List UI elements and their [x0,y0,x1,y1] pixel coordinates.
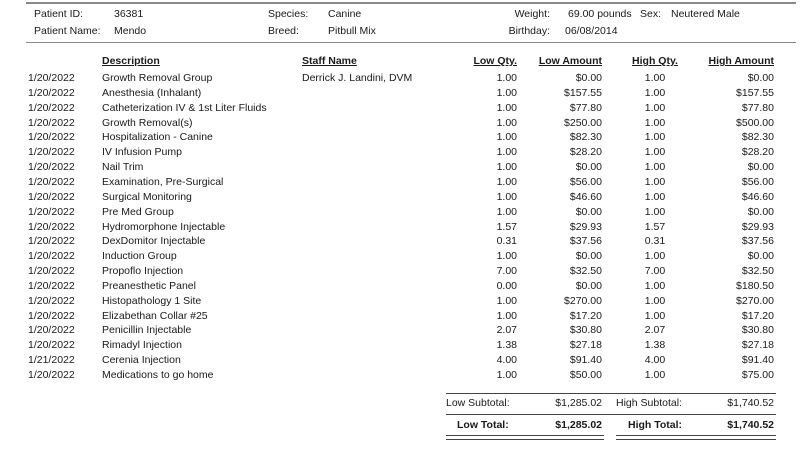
row-high-amount: $0.00 [747,161,774,174]
row-description: Nail Trim [102,161,144,174]
row-high-qty: 4.00 [644,354,666,367]
row-description: Penicillin Injectable [102,324,192,337]
row-date: 1/20/2022 [28,250,75,263]
row-date: 1/20/2022 [28,131,75,144]
table-row [0,295,810,310]
row-low-qty: 1.00 [496,101,517,114]
row-high-qty: 1.00 [644,131,666,144]
row-date: 1/20/2022 [28,72,75,84]
row-high-amount: $37.56 [741,235,774,248]
table-row [0,161,810,176]
row-high-qty: 1.00 [644,101,666,114]
row-low-amount: $29.93 [569,220,602,233]
row-description: Elizabethan Collar #25 [102,309,208,322]
row-date: 1/20/2022 [28,265,75,278]
row-description: Medications to go home [102,369,214,381]
row-high-amount: $29.93 [741,220,774,233]
row-low-amount: $77.80 [569,101,602,114]
row-description: Rimadyl Injection [102,339,182,352]
row-high-qty: 1.00 [644,279,666,292]
row-date: 1/20/2022 [28,86,75,99]
row-description: Catheterization IV & 1st Liter Fluids [102,101,267,114]
row-low-qty: 1.00 [496,86,517,99]
row-high-qty: 2.07 [644,324,666,337]
row-description: Hydromorphone Injectable [102,220,226,233]
row-high-amount: $0.00 [747,250,774,263]
row-high-qty: 1.57 [644,220,666,233]
row-staff-name: Derrick J. Landini, DVM [302,72,413,84]
low-subtotal-value: $1,285.02 [555,397,602,409]
row-description: Induction Group [102,250,177,263]
table-row [0,369,810,384]
table-row [0,310,810,325]
sex-value: Neutered Male [671,8,740,20]
row-date: 1/20/2022 [28,339,75,352]
row-low-qty: 4.00 [496,354,517,367]
row-low-amount: $17.20 [569,309,602,322]
row-low-amount: $46.60 [569,190,602,203]
row-date: 1/20/2022 [28,146,75,159]
row-low-amount: $157.55 [564,86,602,99]
row-low-amount: $30.80 [569,324,602,337]
row-low-amount: $0.00 [575,161,602,174]
row-description: Anesthesia (Inhalant) [102,86,202,99]
row-description: IV Infusion Pump [102,146,182,159]
row-high-amount: $180.50 [736,279,774,292]
row-high-qty: 1.00 [644,175,666,188]
row-low-qty: 0.31 [496,235,517,248]
row-low-qty: 1.00 [496,72,517,84]
patient-name-value: Mendo [114,25,147,37]
row-low-qty: 1.00 [496,116,517,129]
row-low-qty: 2.07 [496,324,517,337]
row-high-amount: $32.50 [741,265,774,278]
row-description: Propoflo Injection [102,265,184,278]
row-high-qty: 1.00 [644,309,666,322]
row-high-amount: $17.20 [741,309,774,322]
row-description: Examination, Pre-Surgical [102,175,224,188]
row-high-qty: 1.00 [644,86,666,99]
row-high-qty: 1.00 [644,190,666,203]
row-description: Cerenia Injection [102,354,181,367]
row-date: 1/20/2022 [28,309,75,322]
row-low-amount: $250.00 [564,116,602,129]
row-description: Growth Removal(s) [102,116,193,129]
row-low-amount: $0.00 [575,205,602,218]
col-header-high-amount: High Amount [708,55,774,67]
table-row [0,221,810,236]
col-header-low-qty: Low Qty. [473,55,517,67]
row-high-amount: $82.30 [741,131,774,144]
row-low-amount: $270.00 [564,294,602,307]
row-low-qty: 0.00 [496,279,517,292]
sex-label: Sex: [640,8,662,20]
row-date: 1/20/2022 [28,294,75,307]
row-date: 1/20/2022 [28,101,75,114]
row-description: Growth Removal Group [102,72,213,84]
row-high-amount: $28.20 [741,146,774,159]
row-low-amount: $0.00 [575,279,602,292]
weight-label: Weight: [514,8,550,20]
row-date: 1/20/2022 [28,190,75,203]
row-low-qty: 1.00 [496,146,517,159]
table-row [0,324,810,339]
row-description: Hospitalization - Canine [102,131,213,144]
col-header-staff-name: Staff Name [302,55,357,67]
table-row [0,354,810,369]
table-row [0,250,810,265]
row-description: Pre Med Group [102,205,174,218]
patient-id-value: 36381 [114,8,144,20]
row-high-qty: 1.00 [644,250,666,263]
row-high-amount: $46.60 [741,190,774,203]
row-high-amount: $0.00 [747,72,774,84]
row-low-qty: 1.00 [496,369,517,381]
table-row [0,176,810,191]
row-high-amount: $500.00 [736,116,774,129]
low-total-double-rule [446,435,604,440]
table-row [0,339,810,354]
species-label: Species: [268,8,309,20]
row-low-qty: 1.00 [496,309,517,322]
row-high-qty: 7.00 [644,265,666,278]
row-high-qty: 1.00 [644,146,666,159]
row-low-qty: 1.00 [496,161,517,174]
high-total-value: $1,740.52 [727,419,774,431]
table-row [0,206,810,221]
low-subtotal-label: Low Subtotal: [446,397,510,409]
weight-value: 69.00 pounds [568,8,632,20]
col-header-low-amount: Low Amount [538,55,602,67]
row-date: 1/20/2022 [28,220,75,233]
patient-id-label: Patient ID: [34,8,84,20]
row-description: Surgical Monitoring [102,190,192,203]
row-high-qty: 1.00 [644,116,666,129]
row-date: 1/20/2022 [28,235,75,248]
row-high-amount: $56.00 [741,175,774,188]
row-high-qty: 1.00 [644,205,666,218]
row-high-amount: $75.00 [741,369,774,381]
row-low-amount: $0.00 [575,250,602,263]
row-low-qty: 1.00 [496,175,517,188]
row-date: 1/20/2022 [28,369,75,381]
row-low-qty: 7.00 [496,265,517,278]
row-low-qty: 1.00 [496,294,517,307]
high-subtotal-value: $1,740.52 [727,397,774,409]
table-row [0,117,810,132]
row-high-amount: $91.40 [741,354,774,367]
row-low-amount: $82.30 [569,131,602,144]
subtotal-rule [446,393,776,394]
table-row [0,87,810,102]
row-low-amount: $28.20 [569,146,602,159]
low-total-value: $1,285.02 [555,419,602,431]
row-low-amount: $27.18 [569,339,602,352]
table-row [0,235,810,250]
low-total-label: Low Total: [457,419,509,431]
high-total-label: High Total: [628,419,683,431]
breed-value: Pitbull Mix [328,25,376,37]
row-low-amount: $0.00 [575,72,602,84]
row-date: 1/20/2022 [28,205,75,218]
row-description: Histopathology 1 Site [102,294,202,307]
birthday-value: 06/08/2014 [565,25,618,37]
row-description: Preanesthetic Panel [102,279,196,292]
row-low-amount: $37.56 [569,235,602,248]
table-row [0,72,810,87]
table-row [0,146,810,161]
table-row [0,191,810,206]
row-low-amount: $91.40 [569,354,602,367]
patient-name-label: Patient Name: [34,25,101,37]
row-high-qty: 1.00 [644,72,666,84]
row-low-qty: 1.00 [496,190,517,203]
table-row [0,102,810,117]
row-high-qty: 1.38 [644,339,666,352]
species-value: Canine [328,8,362,20]
row-low-amount: $50.00 [569,369,602,381]
row-low-amount: $32.50 [569,265,602,278]
row-high-amount: $77.80 [741,101,774,114]
high-total-double-rule [616,435,776,440]
row-date: 1/20/2022 [28,116,75,129]
row-low-amount: $56.00 [569,175,602,188]
row-high-qty: 1.00 [644,369,666,381]
row-low-qty: 1.57 [496,220,517,233]
high-subtotal-label: High Subtotal: [616,397,682,409]
col-header-high-qty: High Qty. [632,55,678,67]
row-high-qty: 0.31 [644,235,666,248]
table-row [0,280,810,295]
row-high-amount: $157.55 [736,86,774,99]
row-high-qty: 1.00 [644,294,666,307]
row-low-qty: 1.00 [496,250,517,263]
row-high-amount: $30.80 [741,324,774,337]
row-high-amount: $27.18 [741,339,774,352]
row-description: DexDomitor Injectable [102,235,206,248]
row-high-amount: $270.00 [736,294,774,307]
row-high-amount: $0.00 [747,205,774,218]
row-date: 1/20/2022 [28,175,75,188]
breed-label: Breed: [268,25,299,37]
total-rule [446,414,776,415]
table-row [0,131,810,146]
col-header-description: Description [102,55,160,67]
row-low-qty: 1.00 [496,131,517,144]
row-date: 1/20/2022 [28,324,75,337]
row-date: 1/21/2022 [28,354,75,367]
row-low-qty: 1.38 [496,339,517,352]
row-date: 1/20/2022 [28,161,75,174]
birthday-label: Birthday: [508,25,550,37]
row-date: 1/20/2022 [28,279,75,292]
table-row [0,265,810,280]
row-high-qty: 1.00 [644,161,666,174]
row-low-qty: 1.00 [496,205,517,218]
